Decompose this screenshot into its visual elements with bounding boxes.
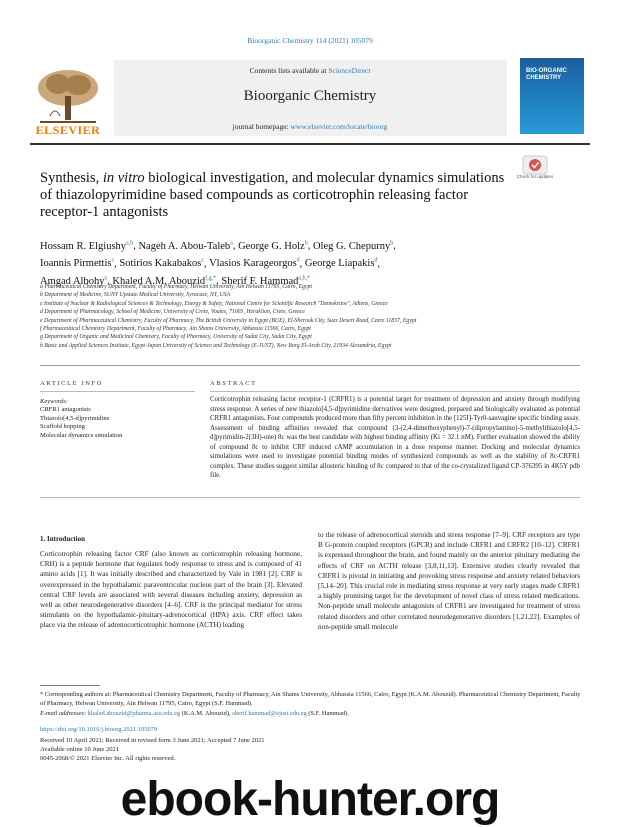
footnote-rule: [40, 685, 100, 686]
author[interactable]: Nageh A. Abou-Taleb$^a$: [138, 240, 233, 252]
author[interactable]: Vlasios Karageorgos$^d$: [209, 257, 300, 269]
corresponding-author-footnote: [40, 690, 585, 718]
affiliations-list: [40, 283, 580, 350]
sciencedirect-link[interactable]: ScienceDirect: [328, 66, 371, 75]
available-online: Available online 10 June 2021: [40, 746, 119, 753]
author[interactable]: Hossam R. Elgiushy$^{a,h}$: [40, 240, 134, 252]
affiliation: a Pharmaceutical Chemistry Department, Faculty of Pharmacy, Helwan University, Ain Helwan 11795, Cairo, Egypt: [40, 284, 312, 290]
author[interactable]: Ioannis Pirmettis$^c$: [40, 257, 115, 269]
title-post: biological investigation, and molecular dynamics simulations of thiazolopyrimidine based compounds as corticotrophin releasing factor receptor-1 antagonists: [40, 170, 505, 220]
abstract-rule: [210, 391, 580, 392]
publisher-wordmark: ELSEVIER: [35, 123, 101, 137]
affiliation: d Department of Pharmacology, School of Medicine, University of Crete, Voutes, 71003, Heraklion, Crete, Greece: [40, 309, 305, 316]
email-link[interactable]: sherif.hammad@ejust.edu.eg: [232, 709, 307, 717]
abstract-bottom-rule: [40, 497, 580, 498]
abstract-text: Corticotrophin releasing factor receptor-1 (CRFR1) is a potential target for treatment of depression and anxiety through modifying stress response. A series of new thiazolo[4,5-d]pyrimidine derivatives were designed, prepared and biologically evaluated as potential CRFR1 antagonists. Four compounds produced more than fifty percent inhibition in the [125I]-Tyr0-sauvagine specific binding assay. Assessment of binding affinities revealed that compound (3-(2,4-dimethoxyphenyl)-7-(dipropylamino)-5-methylthiazolo[4,5-d]pyrimidin-2(3H)-one) 8c was the best candidate with highest binding affinity (Ki = 32.1 nM). Further evaluation showed the ability of compound 8c to inhibit CRF induced cAMP accumulation in a dose response manner. Docking and molecular dynamics simulations were used to investigate potential binding modes of synthesized compounds as well as the stability of 8c-CRFR1 complex. These studies suggest similar allosteric binding of 8c compared to that of the co-crystalized ligand CP-376395 in 4K5Y pdb file.: [210, 396, 580, 479]
abstract-heading: ABSTRACT: [210, 380, 257, 387]
affiliation: g Department of Organic and Medicinal Chemistry, Faculty of Pharmacy, University of Sadat City, Sadat City, Egypt: [40, 334, 312, 341]
author[interactable]: Sherif F. Hammad$^{a,h,*}$: [221, 275, 311, 287]
keyword: Molecular dynamics simulation: [40, 431, 123, 439]
keyword: Scaffold hopping: [40, 423, 85, 431]
section-divider: [40, 365, 580, 366]
copyright: 0045-2068/© 2021 Elsevier Inc. All rights reserved.: [40, 755, 176, 762]
affiliation: f Pharmaceutical Chemistry Department, Faculty of Pharmacy, Ain Shams University, Abbassia 11566, Cairo, Egypt: [40, 326, 311, 333]
article-info-heading: ARTICLE INFO: [40, 380, 104, 387]
affiliation: e Department of Pharmaceutical Chemistry, Faculty of Pharmacy, The British University in Egypt (BUE), El-Sherouk City, Suez Desert Road, Cairo 11837, Egypt: [40, 317, 417, 324]
article-title: [40, 170, 510, 221]
affiliation: c Institute of Nuclear & Radiological Sciences & Technology, Energy & Safety, National Centre for Scientific Research "Demokritos", Athens, Greece: [40, 300, 388, 307]
contents-prefix: Contents lists available at: [249, 66, 329, 75]
introduction-heading: 1. Introduction: [40, 535, 85, 543]
author[interactable]: Amgad Albohy$^e$: [40, 275, 108, 287]
doi-link[interactable]: https://doi.org/10.1016/j.bioorg.2021.105079: [40, 726, 158, 733]
keywords-label: Keywords:: [40, 398, 68, 405]
author[interactable]: Oleg G. Chepurny$^b$: [312, 240, 394, 252]
author[interactable]: George Liapakis$^d$: [304, 257, 378, 269]
homepage-prefix: journal homepage:: [232, 122, 291, 131]
author-list: Hossam R. Elgiushy$^{a,h}$, Nageh A. Abou-Taleb$^a$, George G. Holz$^b$, Oleg G. Chepurny$^b$, Ioannis Pirmettis$^c$, Sotirios Kakabakos$^c$, Vlasios Karageorgos$^d$, George Liapakis$^d$, Amgad Albohy$^e$, Khaled A.M. Abouzid$^{f,g,*}$, Sherif F. Hammad$^{a,h,*}$: [40, 240, 396, 287]
author[interactable]: George G. Holz$^b$: [238, 240, 308, 252]
keyword: CRFR1 antagonists: [40, 406, 91, 414]
article-info-rule: [40, 391, 195, 392]
journal-citation-link[interactable]: Bioorganic Chemistry 114 (2021) 105079: [247, 36, 373, 45]
publication-dates: [40, 736, 265, 763]
journal-cover-image[interactable]: [520, 58, 584, 134]
watermark-text: ebook-hunter.org: [120, 773, 500, 826]
keyword: Thiazolo[4,5-d]pyrimidine: [40, 414, 110, 422]
keywords-block: [40, 398, 200, 440]
footnote-text: * Corresponding authors at: Pharmaceutical Chemistry Department, Faculty of Pharmacy, Ain Shams University, Abbassia 11566, Cairo, Egypt (K.A.M. Abouzid). Pharmaceutical Chemistry Department, Faculty of Pharmacy, Helwan University, Ain Helwan 11795, Cairo, Egypt (S.F. Hammad).: [40, 691, 581, 708]
author[interactable]: Khaled A.M. Abouzid$^{f,g,*}$: [112, 275, 217, 287]
affiliation: b Department of Medicine, SUNY Upstate Medical University, Syracuse, NY, USA: [40, 292, 231, 299]
header-divider: [30, 143, 590, 145]
email-line: E-mail addresses: khaled.abouzid@pharma.asu.edu.eg (K.A.M. Abouzid), sherif.hammad@ejust.edu.eg (S.F. Hammad).: [40, 709, 350, 717]
homepage-link[interactable]: www.elsevier.com/locate/bioorg: [290, 122, 388, 131]
cover-title: BIO-ORGANIC CHEMISTRY: [526, 68, 567, 81]
introduction-left-column: Corticotrophin releasing factor CRF (also known as corticotrophin releasing hormone, CRH) is a peptide hormone that regulates body response to stress and is composed of 41 amino acids [1]. It was initially described and characterized by Vale in 1981 [2]. CRF is overexpressed in the hypothalamic paraventricular nucleus part of the brain [3]. Elevated central CRF levels are associated with several diseases including anxiety, depression as well as other neurodegenerative disorders [4–6]. CRF is the principal mediator for stress stimulants on the hypothalamic-pituitary-adrenocortical (HPA) axis. CRF effect takes place via the release of adrenocorticotrophic hormone (ACTH) leading: [40, 550, 302, 630]
introduction-right-column: to the release of adrenocortical steroids and stress response [7–9]. CRF receptors are type B G-protein coupled receptors (GPCR) and include CRFR1 and CRFR2 [10–12]. CRFR1 is expressed throughout the brain, and found mainly on the anterior pituitary mediating the effects of CRF on ACTH release [3,8,11,13]. Extensive studies clearly revealed that CRFR1 is pivotal in initiating and provoking stress response and anxiety related behaviors [5,14–20]. This crucial role in mediating stress response at very early stages made CRFR1 a highly promising target for the development of novel class of stress related medications. Non-peptide small molecule antagonists of CRFR1 are investigated for treatment of stress related disorders and other correlated neurodegenerative disorders [1,21,22]. Examples of non-peptide small molecule: [318, 531, 580, 631]
email-link[interactable]: khaled.abouzid@pharma.asu.edu.eg: [87, 709, 181, 717]
check-updates-label: Check for updates: [516, 174, 554, 179]
received-dates: Received 10 April 2021; Received in revised form 3 June 2021; Accepted 7 June 2021: [40, 737, 265, 744]
author[interactable]: Sotirios Kakabakos$^c$: [119, 257, 205, 269]
affiliation: h Basic and Applied Sciences Institute, Egypt-Japan University of Science and Technology (E-JUST), New Borg El-Arab City, 21934 Alexandria, Egypt: [40, 342, 392, 349]
journal-name: Bioorganic Chemistry: [243, 88, 377, 104]
title-italic: in vitro: [102, 170, 145, 186]
check-for-updates-icon[interactable]: [522, 155, 548, 185]
title-pre: Synthesis,: [40, 170, 103, 186]
